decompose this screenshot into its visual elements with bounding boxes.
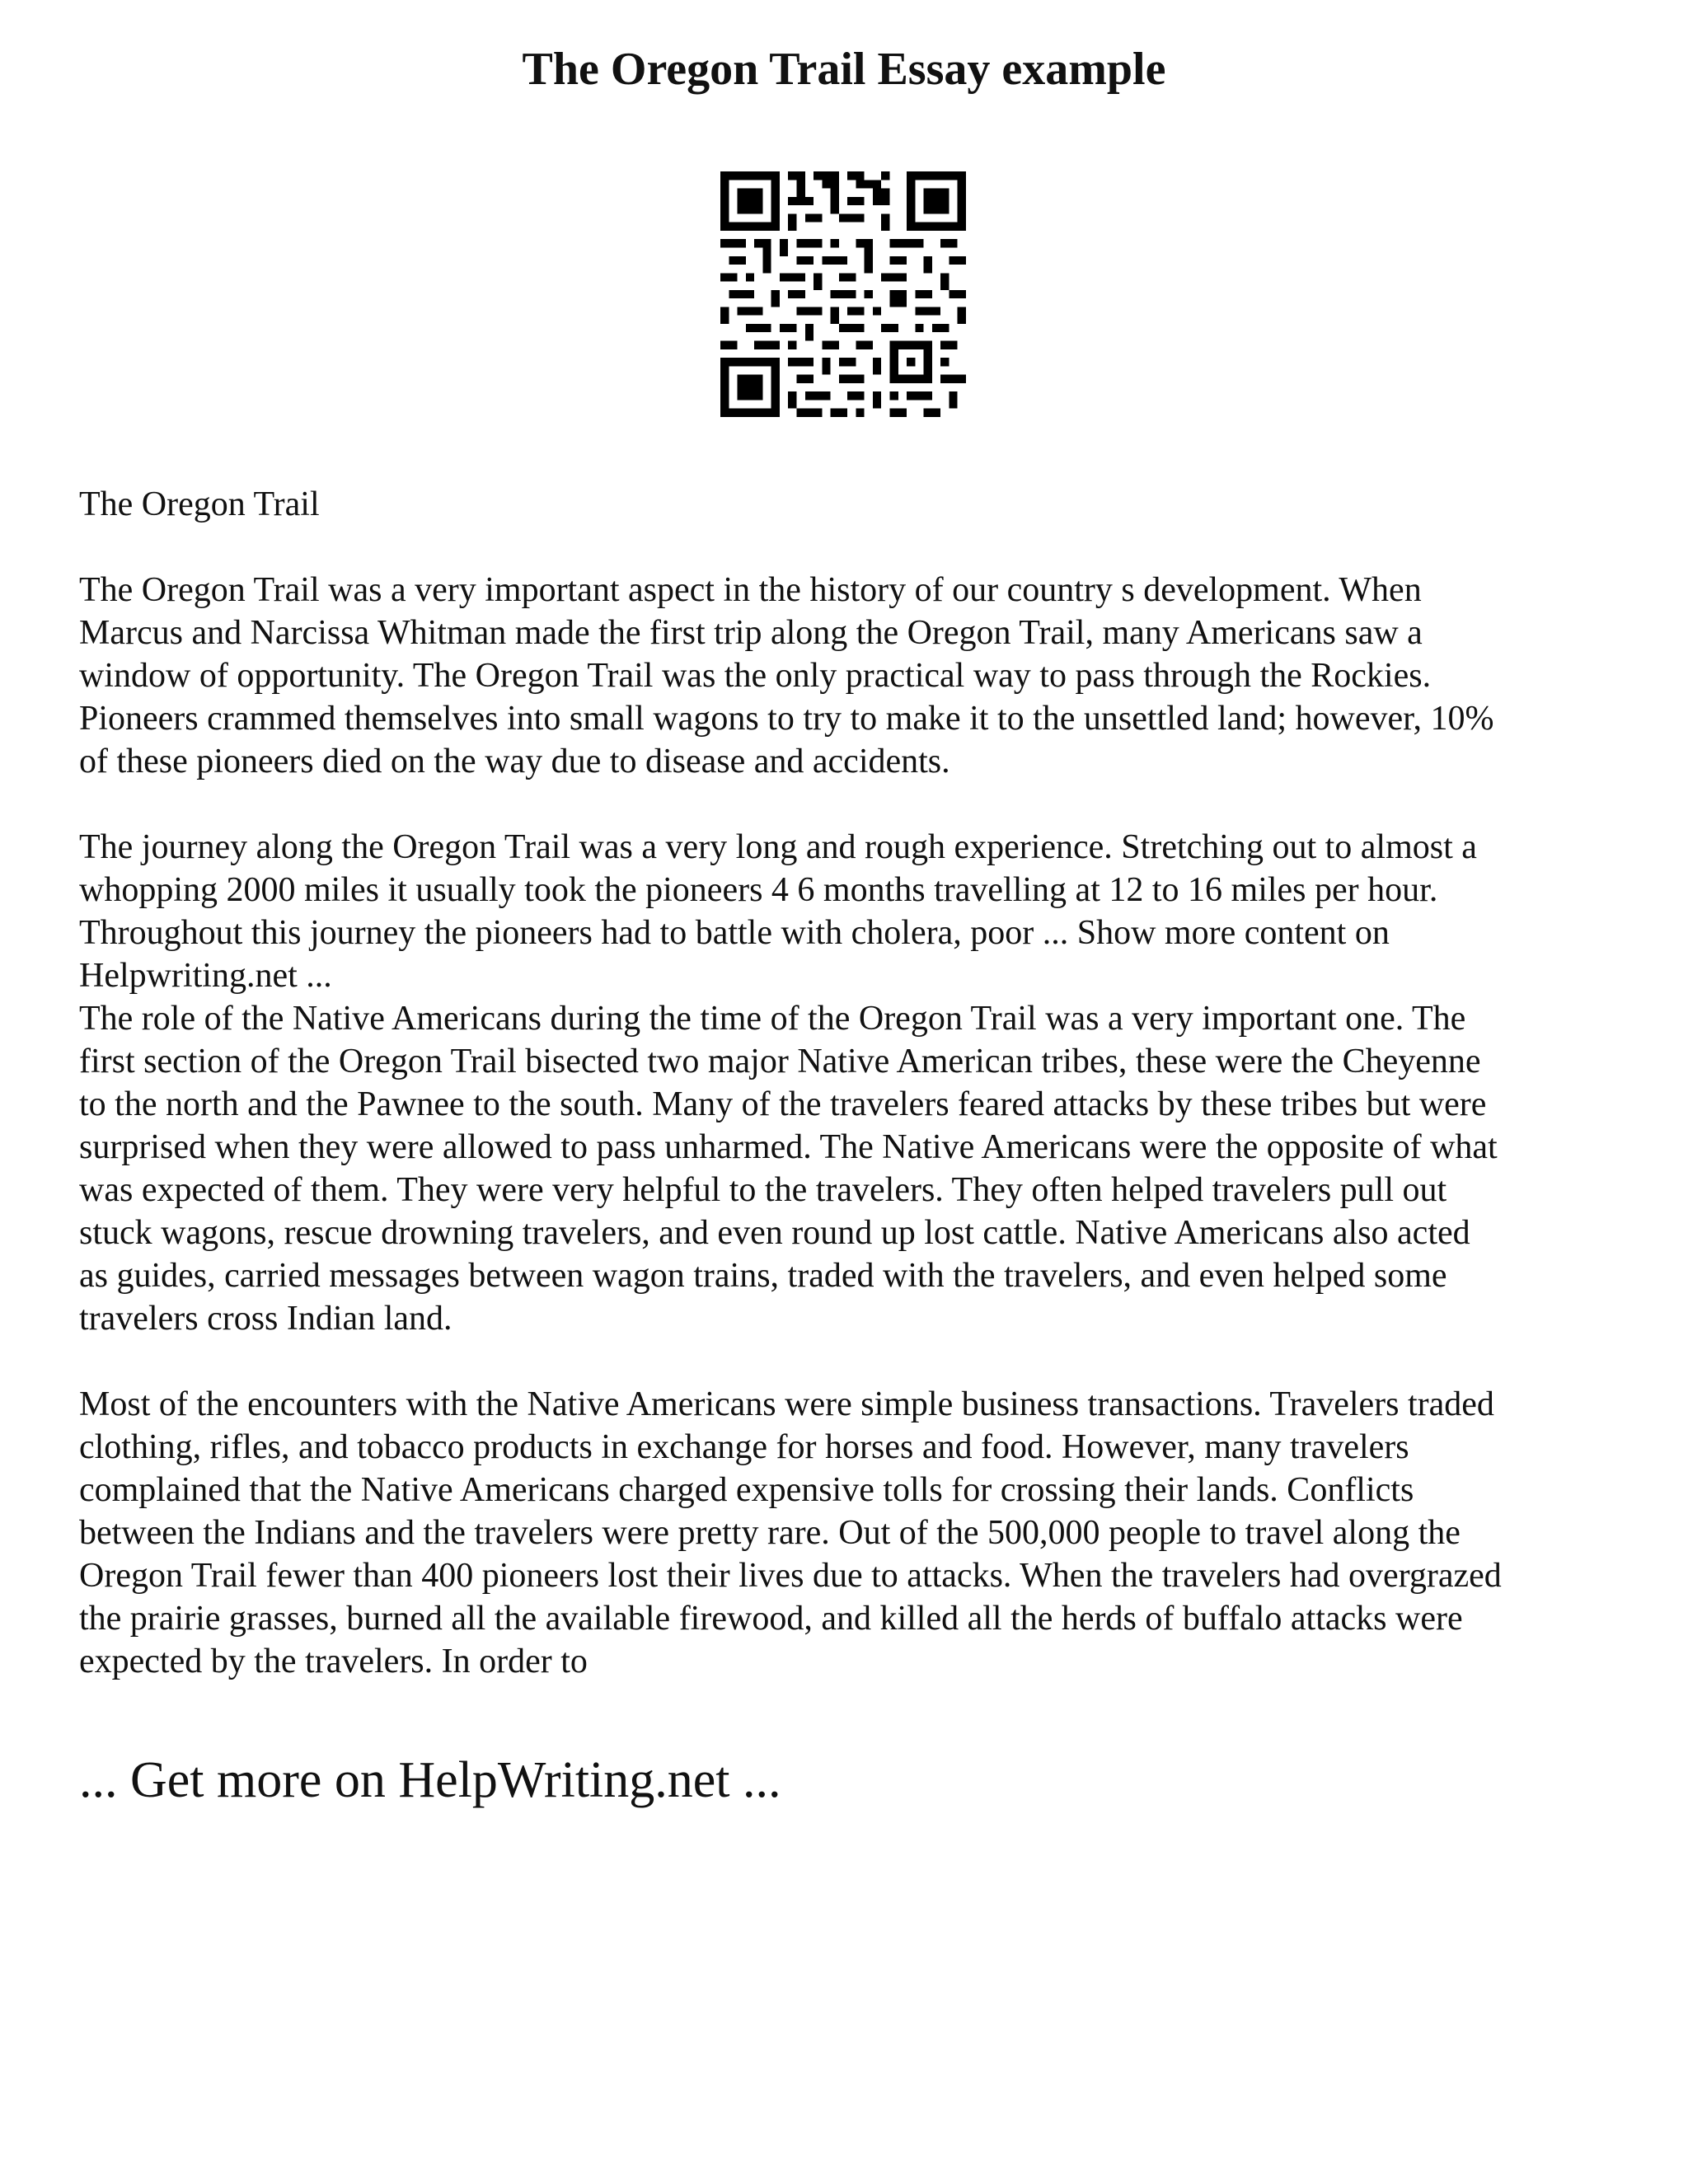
- spacer: [79, 526, 1629, 569]
- section-heading: The Oregon Trail: [79, 485, 320, 523]
- spacer: [79, 1340, 1629, 1383]
- page-title: The Oregon Trail Essay example: [522, 44, 1166, 95]
- spacer: [79, 783, 1629, 826]
- essay-body: [79, 483, 1629, 1683]
- get-more-link[interactable]: ... Get more on HelpWriting.net ...: [79, 1752, 781, 1808]
- paragraph-2: The journey along the Oregon Trail was a very long and rough experience. Stretching out to almost a whopping 2000 miles it usually took the pioneers 4 6 months travelling at 12 to 16 miles per hour. Throughout this journey the pioneers had to battle with cholera, poor ... Show more content on Helpwriting.net ...: [79, 828, 1477, 995]
- qr-code-icon: [720, 171, 966, 417]
- paragraph-3: The role of the Native Americans during the time of the Oregon Trail was a very important one. The first section of the Oregon Trail bisected two major Native American tribes, these were the Cheyenne to the north and the Pawnee to the south. Many of the travelers feared attacks by these tribes but were surprised when they were allowed to pass unharmed. The Native Americans were the opposite of what was expected of them. They were very helpful to the travelers. They often helped travelers pull out stuck wagons, rescue drowning travelers, and even round up lost cattle. Native Americans also acted as guides, carried messages between wagon trains, traded with the travelers, and even helped some travelers cross Indian land.: [79, 1000, 1498, 1338]
- paragraph-1: The Oregon Trail was a very important aspect in the history of our country s development. When Marcus and Narcissa Whitman made the first trip along the Oregon Trail, many Americans saw a window of opportunity. The Oregon Trail was the only practical way to pass through the Rockies. Pioneers crammed themselves into small wagons to try to make it to the unsettled land; however, 10% of these pioneers died on the way due to disease and accidents.: [79, 571, 1494, 780]
- paragraph-4: Most of the encounters with the Native Americans were simple business transactions. Travelers traded clothing, rifles, and tobacco products in exchange for horses and food. However, many travelers complained that the Native Americans charged expensive tolls for crossing their lands. Conflicts between the Indians and the travelers were pretty rare. Out of the 500,000 people to travel along the Oregon Trail fewer than 400 pioneers lost their lives due to attacks. When the travelers had overgrazed the prairie grasses, burned all the available firewood, and killed all the herds of buffalo attacks were expected by the travelers. In order to: [79, 1385, 1502, 1680]
